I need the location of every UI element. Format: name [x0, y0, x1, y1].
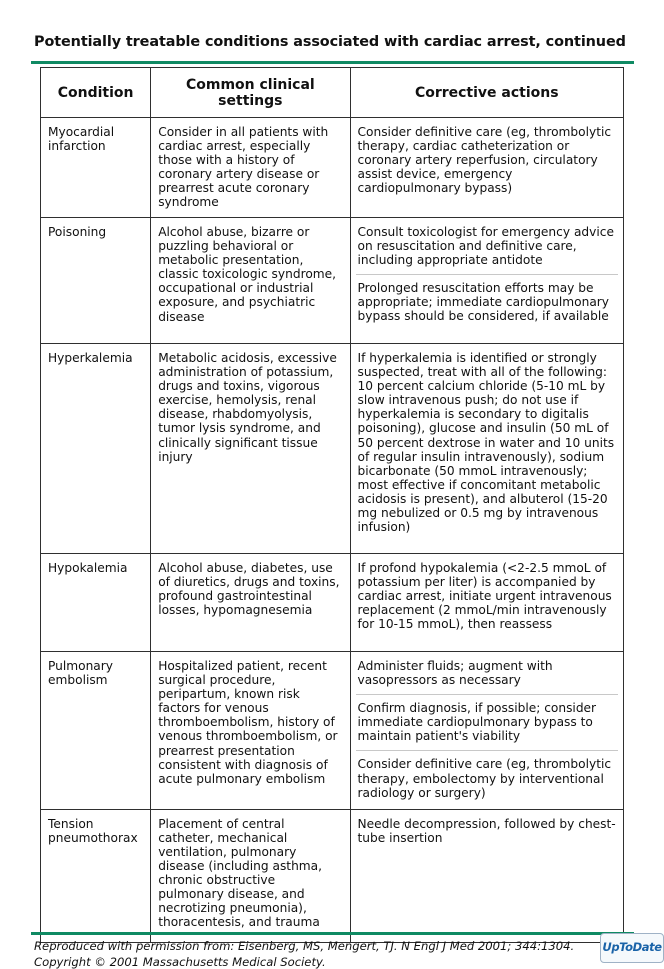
header-settings: Common clinical settings [151, 68, 350, 118]
header-actions: Corrective actions [350, 68, 623, 118]
footer-rule [31, 932, 634, 935]
settings-cell: Metabolic acidosis, excessive administration of potassium, drugs and toxins, vigorous exercise, hemolysis, renal disease, rhabdomyolysis, tumor lysis syndrome, and clinically significant tissue injury [151, 344, 350, 554]
actions-cell [350, 344, 623, 554]
condition-cell: Poisoning [41, 218, 151, 344]
actions-cell [350, 118, 623, 218]
action-item: If hyperkalemia is identified or strongly suspected, treat with all of the following: 10 percent calcium chloride (5-10 mL by slow intravenous push; do not use if hyperkalemia is secondary to digitalis poisoning), glucose and insulin (50 mL of 50 percent dextrose in water and 10 units of regular insulin intravenously), sodium bicarbonate (50 mmoL intravenously; most effective if concomitant metabolic acidosis is present), and albuterol (15-20 mg nebulized or 0.5 mg by intravenous infusion) [357, 351, 615, 535]
actions-cell [350, 809, 623, 942]
action-item: Consult toxicologist for emergency advice on resuscitation and definitive care, including appropriate antidote [357, 225, 614, 268]
table-row [41, 809, 624, 942]
condition-cell: Myocardial infarction [41, 118, 151, 218]
condition-cell: Hyperkalemia [41, 344, 151, 554]
action-item: Prolonged resuscitation efforts may be appropriate; immediate cardiopulmonary bypass should be considered, if available [356, 274, 618, 327]
page-title: Potentially treatable conditions associated with cardiac arrest, continued [34, 34, 626, 50]
settings-cell: Consider in all patients with cardiac arrest, especially those with a history of coronary artery disease or prearrest acute coronary syndrome [151, 118, 350, 218]
action-item: If profond hypokalemia (<2-2.5 mmoL of potassium per liter) is accompanied by cardiac arrest, initiate urgent intravenous replacement (2 mmoL/min intravenously for 10-15 mmoL), then reassess [357, 561, 612, 632]
table-row [41, 652, 624, 810]
actions-cell [350, 218, 623, 344]
action-item: Consider definitive care (eg, thrombolytic therapy, embolectomy by interventional radiology or surgery) [356, 750, 618, 803]
table-body [41, 118, 624, 943]
conditions-table [40, 67, 624, 943]
table-row [41, 554, 624, 652]
header-condition: Condition [41, 68, 151, 118]
actions-cell [350, 554, 623, 652]
settings-cell: Alcohol abuse, bizarre or puzzling behavioral or metabolic presentation, classic toxicologic syndrome, occupational or industrial exposure, and psychiatric disease [151, 218, 350, 344]
settings-cell: Placement of central catheter, mechanical ventilation, pulmonary disease (including asthma, chronic obstructive pulmonary disease, and necrotizing pneumonia), thoracentesis, and trauma [151, 809, 350, 942]
action-item: Needle decompression, followed by chest-tube insertion [357, 816, 616, 845]
citation: Reproduced with permission from: Eisenberg, MS, Mengert, TJ. N Engl J Med 2001; 344:1304. [34, 939, 575, 953]
settings-cell: Hospitalized patient, recent surgical procedure, peripartum, known risk factors for venous thromboembolism, history of venous thromboembolism, or prearrest presentation consistent with diagnosis of acute pulmonary embolism [151, 652, 350, 810]
action-item: Consider definitive care (eg, thrombolytic therapy, cardiac catheterization or coronary artery reperfusion, circulatory assist device, emergency cardiopulmonary bypass) [357, 125, 612, 196]
title-rule [31, 61, 634, 64]
condition-cell: Tension pneumothorax [41, 809, 151, 942]
copyright: Copyright © 2001 Massachusetts Medical Society. [34, 955, 326, 969]
action-item: Administer fluids; augment with vasopressors as necessary [357, 659, 553, 688]
table-row [41, 218, 624, 344]
condition-cell: Hypokalemia [41, 554, 151, 652]
actions-cell [350, 652, 623, 810]
condition-cell: Pulmonary embolism [41, 652, 151, 810]
table-row [41, 344, 624, 554]
action-item: Confirm diagnosis, if possible; consider immediate cardiopulmonary bypass to maintain patient's viability [356, 694, 618, 747]
uptodate-logo: UpToDate [600, 933, 664, 963]
table-header-row [41, 68, 624, 118]
settings-cell: Alcohol abuse, diabetes, use of diuretics, drugs and toxins, profound gastrointestinal losses, hypomagnesemia [151, 554, 350, 652]
table-row [41, 118, 624, 218]
